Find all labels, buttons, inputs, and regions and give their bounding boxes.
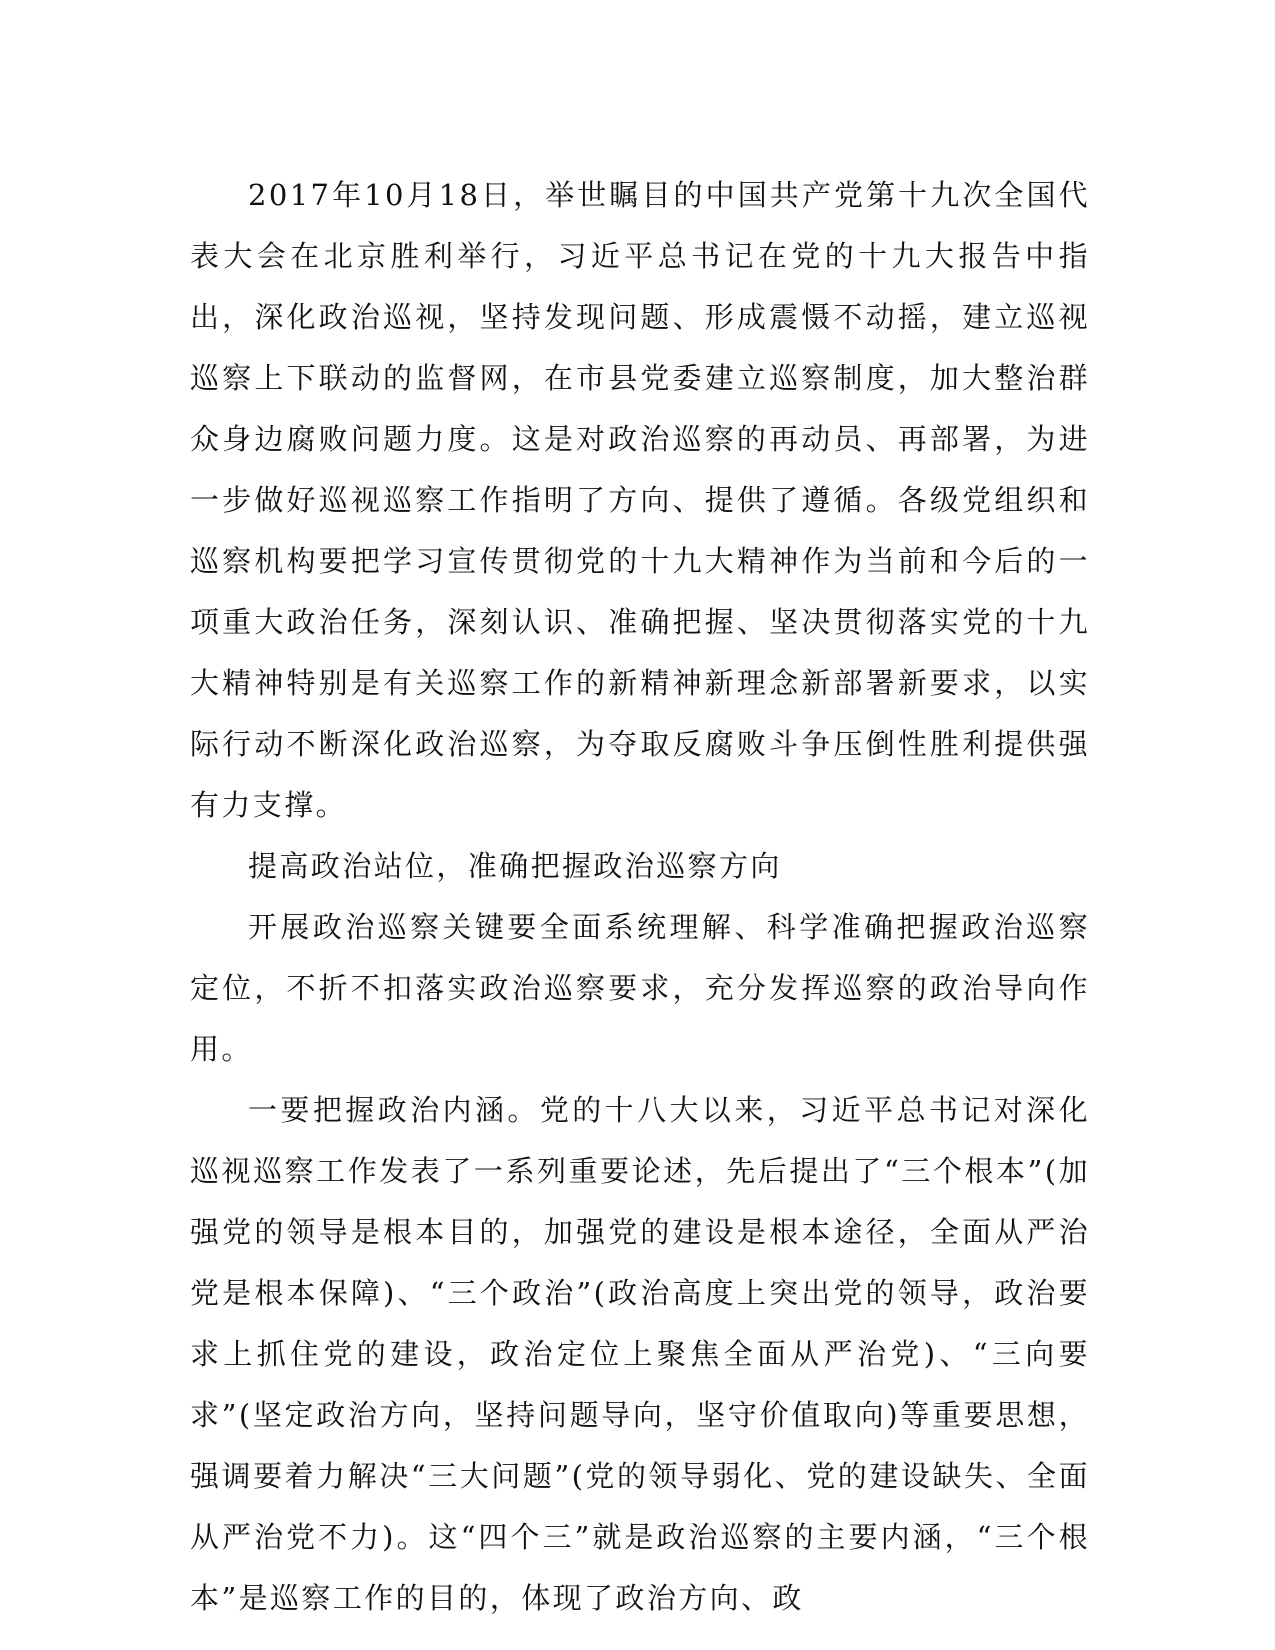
section-heading: 提高政治站位，准确把握政治巡察方向 (248, 849, 782, 883)
paragraph-political-connotation: 一要把握政治内涵。党的十八大以来，习近平总书记对深化巡视巡察工作发表了一系列重要论述，先后提出了“三个根本”(加强党的领导是根本目的，加强党的建设是根本途径，全面从严治党是根本保障)、“三个政治”(政治高度上突出党的领导，政治要求上抓住党的建设，政治定位上聚焦全面从严治党)、“三向要求”(坚定政治方向，坚持问题导向，坚守价值取向)等重要思想，强调要着力解决“三大问题”(党的领导弱化、党的建设缺失、全面从严治党不力)。这“四个三”就是政治巡察的主要内涵，“三个根本”是巡察工作的目的，体现了政治方向、政 (190, 1093, 1090, 1615)
paragraph-intro: 2017年10月18日，举世瞩目的中国共产党第十九次全国代表大会在北京胜利举行，习近平总书记在党的十九大报告中指出，深化政治巡视，坚持发现问题、形成震慑不动摇，建立巡视巡察上下联动的监督网，在市县党委建立巡察制度，加大整治群众身边腐败问题力度。这是对政治巡察的再动员、再部署，为进一步做好巡视巡察工作指明了方向、提供了遵循。各级党组织和巡察机构要把学习宣传贯彻党的十九大精神作为当前和今后的一项重大政治任务，深刻认识、准确把握、坚决贯彻落实党的十九大精神特别是有关巡察工作的新精神新理念新部署新要求，以实际行动不断深化政治巡察，为夺取反腐败斗争压倒性胜利提供强有力支撑。 (190, 178, 1090, 822)
document-body (190, 165, 1090, 1629)
paragraph-positioning: 开展政治巡察关键要全面系统理解、科学准确把握政治巡察定位，不折不扣落实政治巡察要求，充分发挥巡察的政治导向作用。 (190, 910, 1090, 1066)
